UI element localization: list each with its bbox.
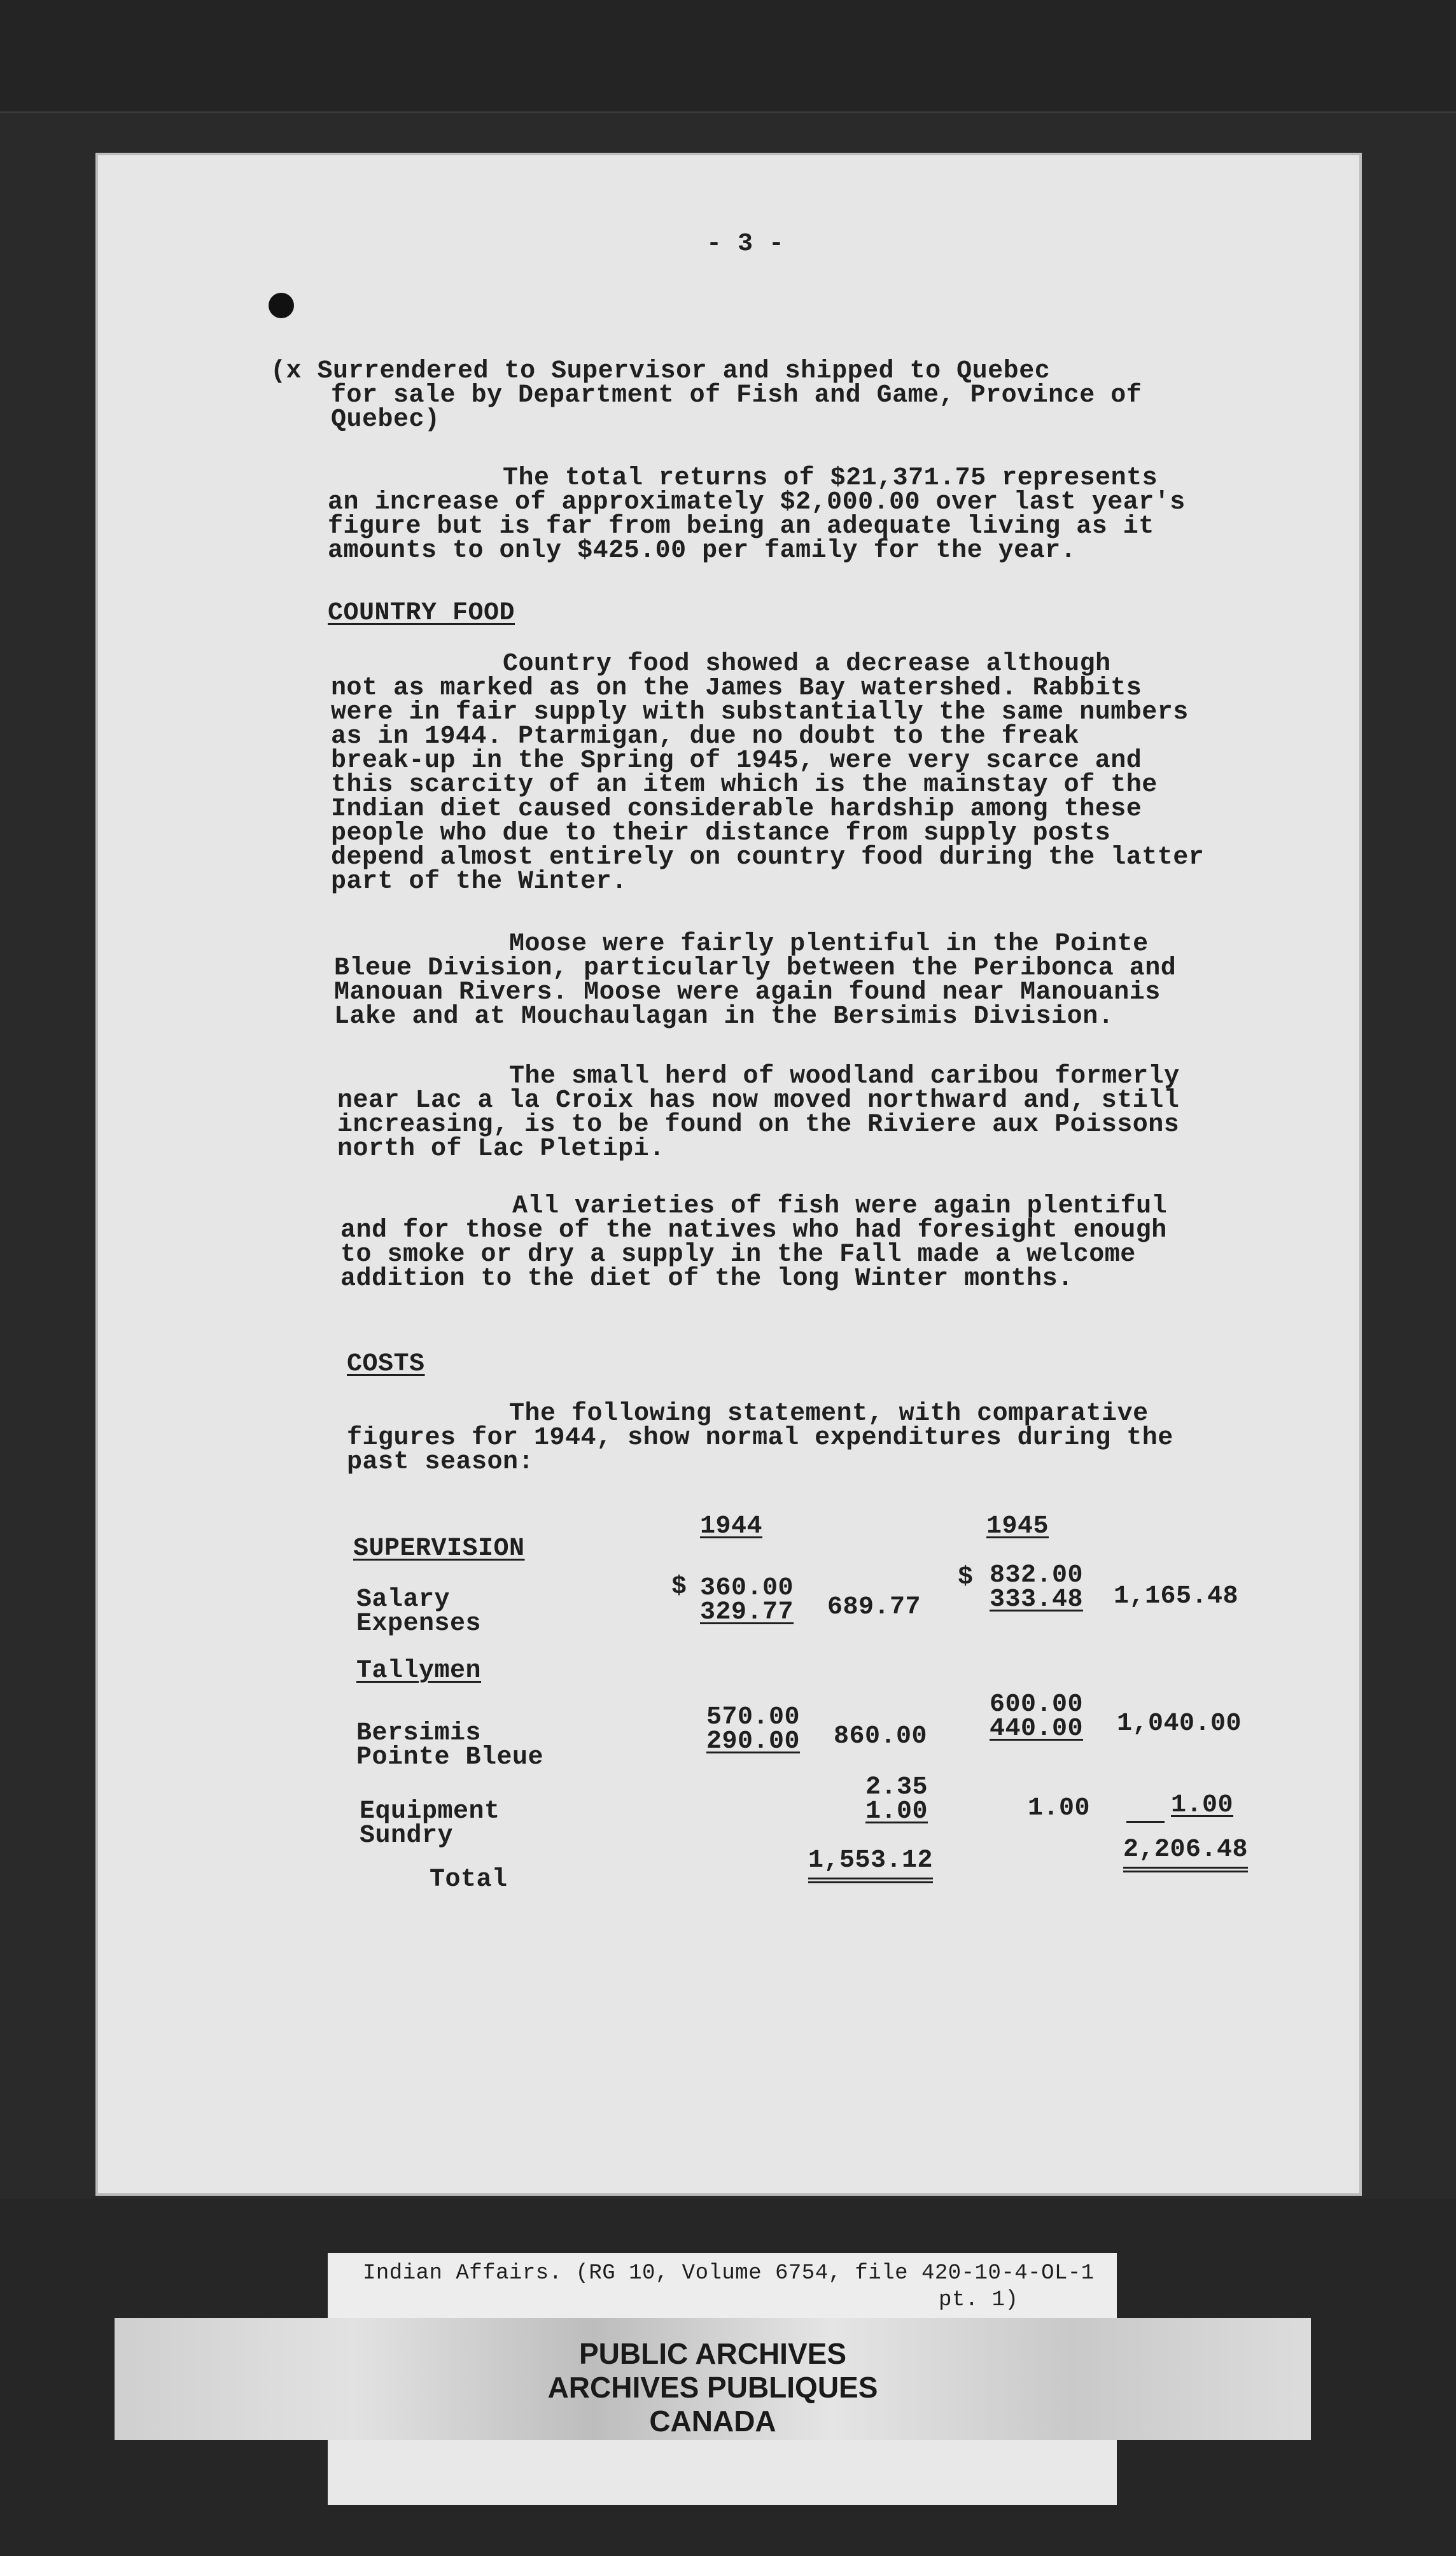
paragraph-line: Indian diet caused considerable hardship among these <box>331 795 1142 824</box>
cell-tallymen-total-1945: 1,040.00 <box>1117 1710 1242 1738</box>
paragraph-line: people who due to their distance from supply posts <box>331 819 1111 848</box>
row-label-bersimis: Bersimis <box>356 1719 482 1748</box>
row-label-sundry: Sundry <box>360 1822 454 1850</box>
paragraph-line: and for those of the natives who had foresight enough <box>340 1216 1167 1245</box>
punch-hole <box>269 293 294 318</box>
note-line: (x Surrendered to Supervisor and shipped to Quebec <box>270 357 1051 386</box>
page-number: - 3 - <box>706 230 785 258</box>
cell-sundry-1944: 1.00 <box>865 1797 928 1826</box>
note-line: Quebec) <box>331 405 440 434</box>
paragraph-line: The total returns of $21,371.75 represents <box>503 464 1158 493</box>
archives-stamp-tape <box>115 2318 1311 2440</box>
currency-symbol: $ <box>671 1573 687 1601</box>
paragraph-line: depend almost entirely on country food during the latter <box>331 843 1205 872</box>
column-header-1944: 1944 <box>700 1512 763 1541</box>
paragraph-line: an increase of approximately $2,000.00 over last year's <box>328 488 1186 517</box>
archives-line-english: PUBLIC ARCHIVES <box>579 2337 846 2370</box>
paragraph-line: past season: <box>347 1448 535 1477</box>
paragraph-line: near Lac a la Croix has now moved northward and, still <box>337 1086 1180 1115</box>
archival-reference-line: Indian Affairs. (RG 10, Volume 6754, file 420-10-4-OL-1 <box>363 2261 1095 2286</box>
cell-sundry-1945: 1.00 <box>1171 1791 1234 1820</box>
paragraph-line: break-up in the Spring of 1945, were very scarce and <box>331 747 1142 775</box>
underline-rule <box>1126 1821 1165 1823</box>
cell-expenses-1944: 329.77 <box>700 1598 794 1627</box>
archival-reference-line: pt. 1) <box>939 2288 1019 2312</box>
archival-reference-label <box>328 2253 1117 2324</box>
cell-equipment-1944: 2.35 <box>865 1773 928 1802</box>
label-strip-lower <box>328 2440 1117 2505</box>
cell-supervision-total-1945: 1,165.48 <box>1114 1582 1239 1611</box>
row-label-pointe-bleue: Pointe Bleue <box>356 1743 544 1772</box>
section-label-supervision: SUPERVISION <box>353 1534 525 1563</box>
cell-bersimis-1945: 600.00 <box>990 1690 1084 1719</box>
paragraph-line: amounts to only $425.00 per family for the year. <box>328 537 1077 565</box>
heading-country-food: COUNTRY FOOD <box>328 599 515 628</box>
paragraph-line: Bleue Division, particularly between the Peribonca and <box>334 954 1177 983</box>
paragraph-line: figure but is far from being an adequate living as it <box>328 512 1154 541</box>
paragraph-line: All varieties of fish were again plentiful <box>512 1192 1168 1221</box>
cell-bersimis-1944: 570.00 <box>706 1703 801 1732</box>
row-label-equipment: Equipment <box>360 1797 500 1826</box>
paragraph-line: addition to the diet of the long Winter months. <box>340 1265 1074 1293</box>
paragraph-line: to smoke or dry a supply in the Fall made a welcome <box>340 1240 1136 1269</box>
paragraph-line: were in fair supply with substantially the same numbers <box>331 698 1189 727</box>
paragraph-line: increasing, is to be found on the Riviere aux Poissons <box>337 1111 1180 1139</box>
paragraph-line: part of the Winter. <box>331 867 627 896</box>
paragraph-line: The small herd of woodland caribou formerly <box>509 1062 1180 1091</box>
cell-expenses-1945: 333.48 <box>990 1585 1084 1614</box>
cell-tallymen-total-1944: 860.00 <box>834 1722 928 1751</box>
cell-supervision-total-1944: 689.77 <box>827 1593 921 1622</box>
cell-pointe-bleue-1945: 440.00 <box>990 1715 1084 1743</box>
microfilm-frame-top <box>0 0 1456 113</box>
currency-symbol: $ <box>958 1563 974 1592</box>
cell-equipment-1945: 1.00 <box>1028 1794 1091 1823</box>
cell-total-1945: 2,206.48 <box>1123 1835 1248 1872</box>
paragraph-line: Manouan Rivers. Moose were again found near Manouanis <box>334 978 1161 1007</box>
cell-salary-1944: 360.00 <box>700 1574 794 1603</box>
paragraph-line: Moose were fairly plentiful in the Pointe <box>509 930 1149 958</box>
heading-costs: COSTS <box>347 1350 425 1379</box>
paragraph-line: The following statement, with comparative <box>509 1400 1149 1428</box>
archives-line-country: CANADA <box>649 2405 776 2438</box>
cell-salary-1945: 832.00 <box>990 1561 1084 1590</box>
paragraph-line: figures for 1944, show normal expenditures during the <box>347 1424 1173 1452</box>
paragraph-line: Lake and at Mouchaulagan in the Bersimis Division. <box>334 1002 1114 1031</box>
paragraph-line: as in 1944. Ptarmigan, due no doubt to the freak <box>331 722 1080 751</box>
row-label-salary: Salary <box>356 1585 451 1614</box>
paragraph-line: this scarcity of an item which is the mainstay of the <box>331 771 1158 799</box>
paragraph-line: not as marked as on the James Bay watershed. Rabbits <box>331 674 1142 703</box>
row-label-expenses: Expenses <box>356 1610 482 1638</box>
cell-total-1944: 1,553.12 <box>808 1846 933 1883</box>
typed-document-page <box>95 153 1362 2196</box>
paragraph-line: Country food showed a decrease although <box>503 650 1111 678</box>
column-header-1945: 1945 <box>986 1512 1049 1541</box>
archives-line-french: ARCHIVES PUBLIQUES <box>547 2371 878 2404</box>
row-label-total: Total <box>430 1865 508 1894</box>
paragraph-line: north of Lac Pletipi. <box>337 1135 665 1163</box>
cell-pointe-bleue-1944: 290.00 <box>706 1727 801 1756</box>
note-line: for sale by Department of Fish and Game, Province of <box>331 381 1142 410</box>
section-label-tallymen: Tallymen <box>356 1657 482 1685</box>
